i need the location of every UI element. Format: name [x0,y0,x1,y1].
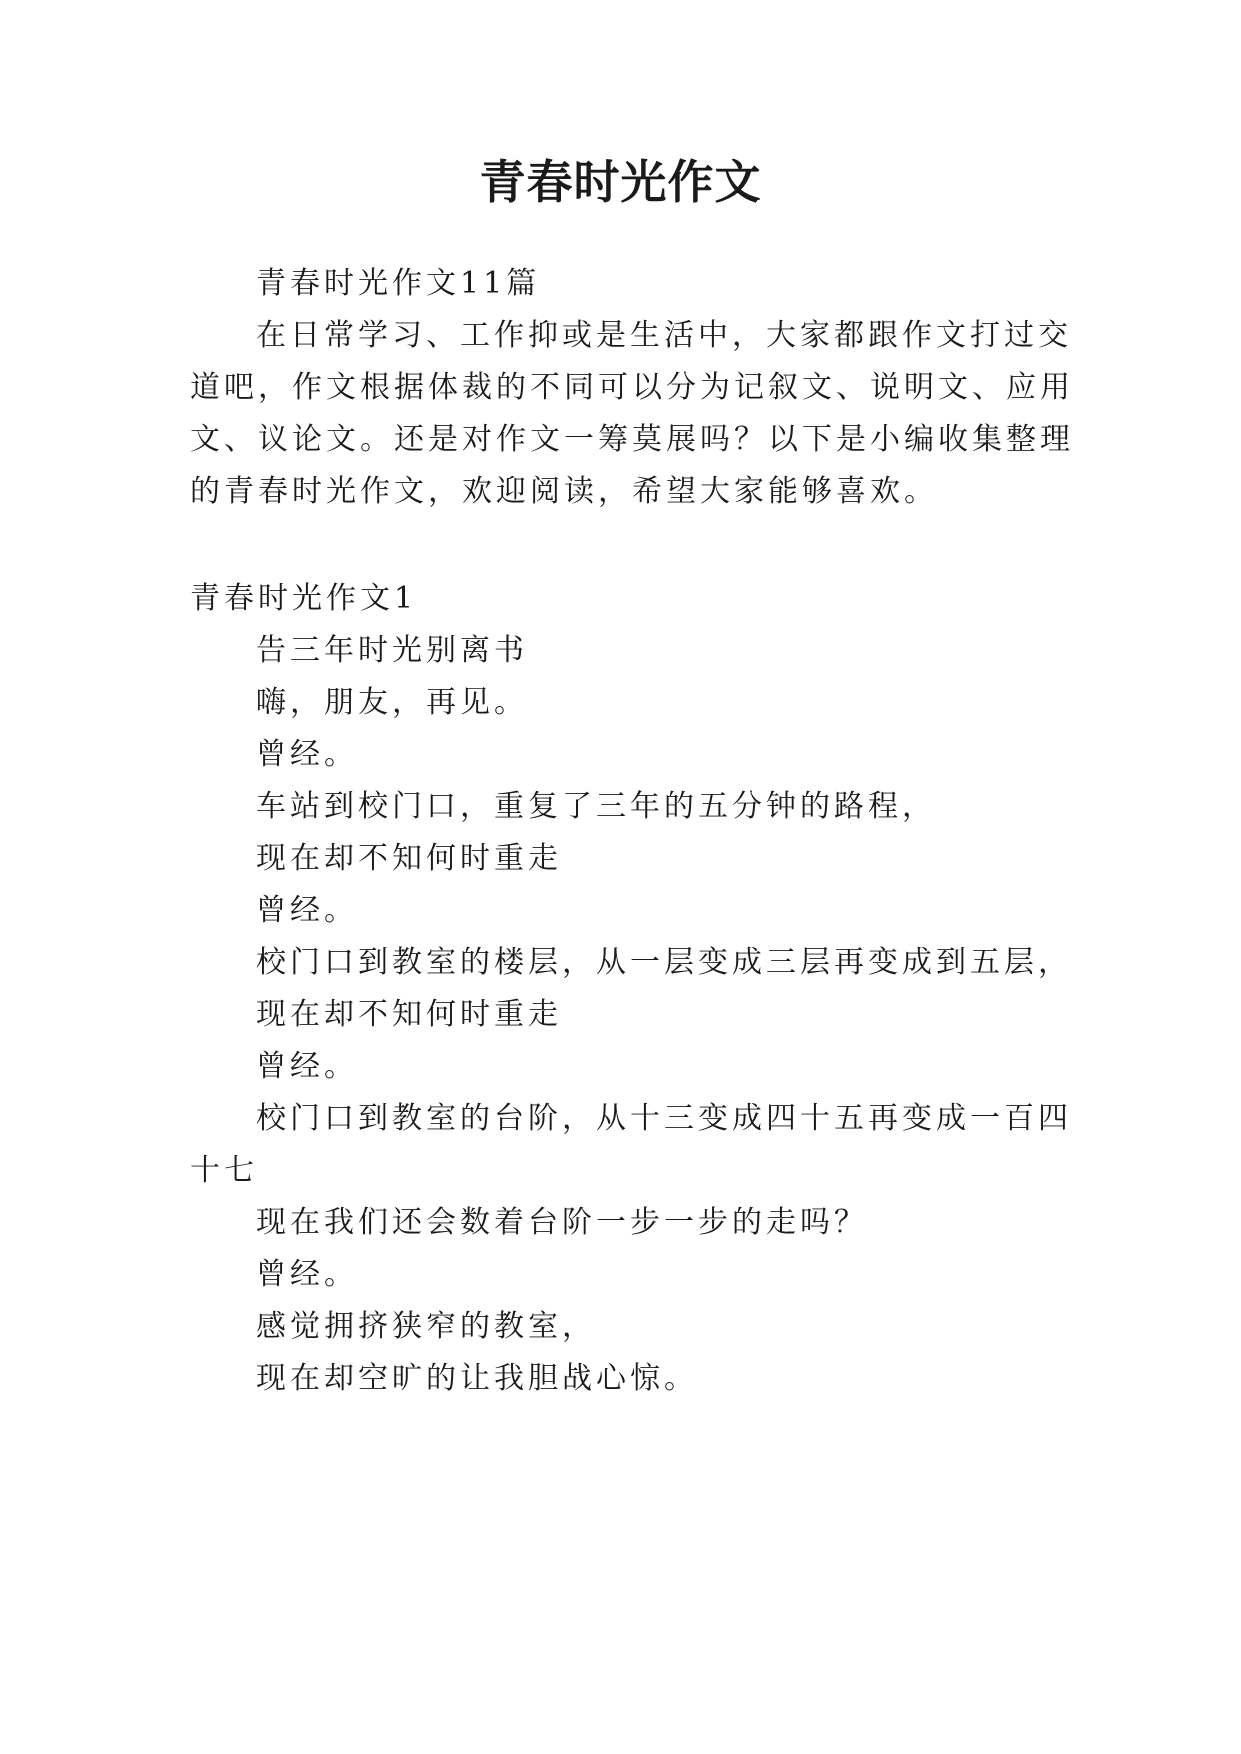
body-line: 曾经。 [256,893,358,928]
body-line: 感觉拥挤狭窄的教室， [256,1309,596,1344]
body-line: 校门口到教室的台阶，从十三变成四十五再变成一百四 [256,1101,1072,1136]
section-heading: 青春时光作文1 [190,581,418,616]
body-line: 现在却不知何时重走 [256,997,562,1032]
body-line: 现在却空旷的让我胆战心惊。 [256,1361,698,1396]
document-subtitle: 青春时光作文11篇 [256,266,541,301]
body-line: 十七 [190,1153,258,1188]
body-line: 现在我们还会数着台阶一步一步的走吗？ [256,1205,868,1240]
document-title: 青春时光作文 [479,155,762,209]
body-line: 校门口到教室的楼层，从一层变成三层再变成到五层， [256,945,1072,980]
intro-line: 的青春时光作文，欢迎阅读，希望大家能够喜欢。 [190,474,938,509]
intro-line: 文、议论文。还是对作文一筹莫展吗？以下是小编收集整理 [190,422,1074,457]
body-line: 曾经。 [256,737,358,772]
body-line: 曾经。 [256,1257,358,1292]
body-line: 曾经。 [256,1049,358,1084]
intro-line: 道吧，作文根据体裁的不同可以分为记叙文、说明文、应用 [190,370,1074,405]
intro-line: 在日常学习、工作抑或是生活中，大家都跟作文打过交 [256,318,1072,353]
body-line: 现在却不知何时重走 [256,841,562,876]
body-line: 嗨，朋友，再见。 [256,685,528,720]
body-line: 车站到校门口，重复了三年的五分钟的路程， [256,789,936,824]
body-line: 告三年时光别离书 [256,633,528,668]
